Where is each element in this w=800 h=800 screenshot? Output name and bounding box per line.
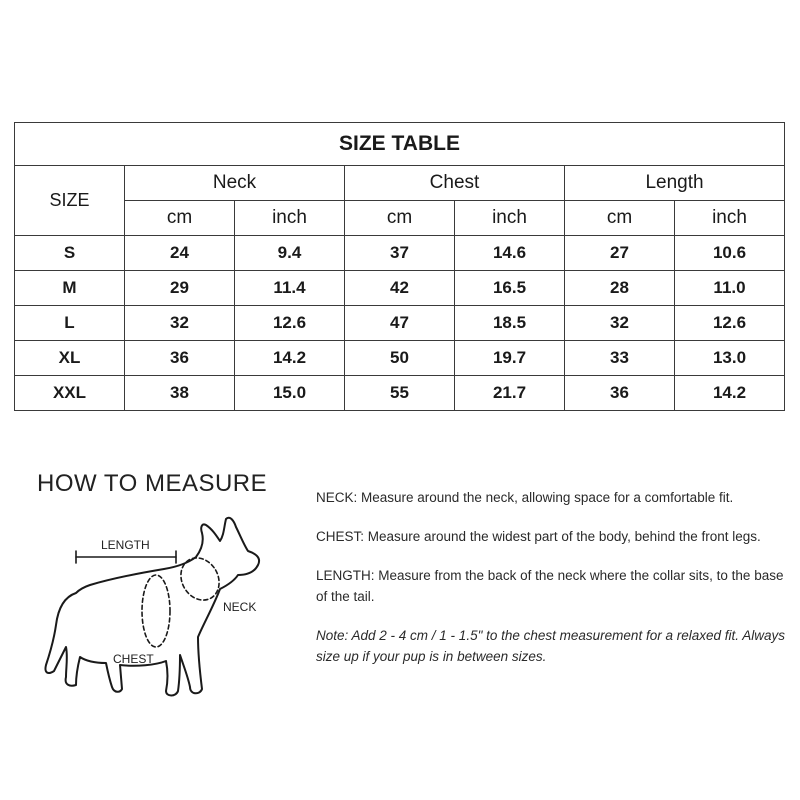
chest-label: CHEST: [113, 652, 154, 666]
table-cell: 33: [565, 341, 675, 376]
chest-instruction: CHEST: Measure around the widest part of the body, behind the front legs.: [316, 529, 761, 544]
table-cell: 50: [345, 341, 455, 376]
neck-instruction: NECK: Measure around the neck, allowing space for a comfortable fit.: [316, 490, 734, 505]
measure-instructions: [316, 487, 792, 685]
table-cell: 28: [565, 271, 675, 306]
table-cell: 14.2: [235, 341, 345, 376]
table-cell: 36: [125, 341, 235, 376]
table-cell: 10.6: [675, 236, 785, 271]
table-cell: 36: [565, 376, 675, 411]
table-row: [15, 376, 785, 411]
table-cell: 14.6: [455, 236, 565, 271]
group-header-neck: Neck: [125, 166, 345, 201]
table-cell: 21.7: [455, 376, 565, 411]
size-cell: M: [15, 271, 125, 306]
unit-header: inch: [235, 201, 345, 236]
unit-header: cm: [565, 201, 675, 236]
table-cell: 47: [345, 306, 455, 341]
table-cell: 18.5: [455, 306, 565, 341]
table-cell: 55: [345, 376, 455, 411]
table-cell: 29: [125, 271, 235, 306]
length-instruction: LENGTH: Measure from the back of the neck where the collar sits, to the base of the tail.: [316, 568, 784, 604]
table-cell: 16.5: [455, 271, 565, 306]
table-cell: 12.6: [675, 306, 785, 341]
table-row: [15, 341, 785, 376]
unit-header: cm: [125, 201, 235, 236]
table-cell: 11.4: [235, 271, 345, 306]
size-cell: L: [15, 306, 125, 341]
size-header: SIZE: [15, 166, 125, 236]
how-to-measure-title: HOW TO MEASURE: [37, 470, 268, 497]
table-cell: 24: [125, 236, 235, 271]
table-cell: 14.2: [675, 376, 785, 411]
table-title: SIZE TABLE: [15, 123, 785, 166]
unit-header: cm: [345, 201, 455, 236]
table-cell: 42: [345, 271, 455, 306]
dog-measure-illustration: [40, 505, 290, 705]
unit-header: inch: [675, 201, 785, 236]
size-cell: XL: [15, 341, 125, 376]
table-cell: 32: [125, 306, 235, 341]
table-row: [15, 306, 785, 341]
length-label: LENGTH: [101, 538, 150, 552]
table-cell: 19.7: [455, 341, 565, 376]
size-cell: S: [15, 236, 125, 271]
group-header-chest: Chest: [345, 166, 565, 201]
size-table: [14, 122, 785, 411]
table-cell: 12.6: [235, 306, 345, 341]
table-cell: 9.4: [235, 236, 345, 271]
table-row: [15, 271, 785, 306]
table-cell: 32: [565, 306, 675, 341]
unit-header: inch: [455, 201, 565, 236]
table-cell: 15.0: [235, 376, 345, 411]
table-cell: 37: [345, 236, 455, 271]
size-cell: XXL: [15, 376, 125, 411]
sizing-note: Note: Add 2 - 4 cm / 1 - 1.5" to the chest measurement for a relaxed fit. Always size up if your pup is in between sizes.: [316, 628, 785, 664]
table-row: [15, 236, 785, 271]
group-header-length: Length: [565, 166, 785, 201]
neck-label: NECK: [223, 600, 257, 614]
table-cell: 38: [125, 376, 235, 411]
table-cell: 27: [565, 236, 675, 271]
table-cell: 11.0: [675, 271, 785, 306]
table-cell: 13.0: [675, 341, 785, 376]
